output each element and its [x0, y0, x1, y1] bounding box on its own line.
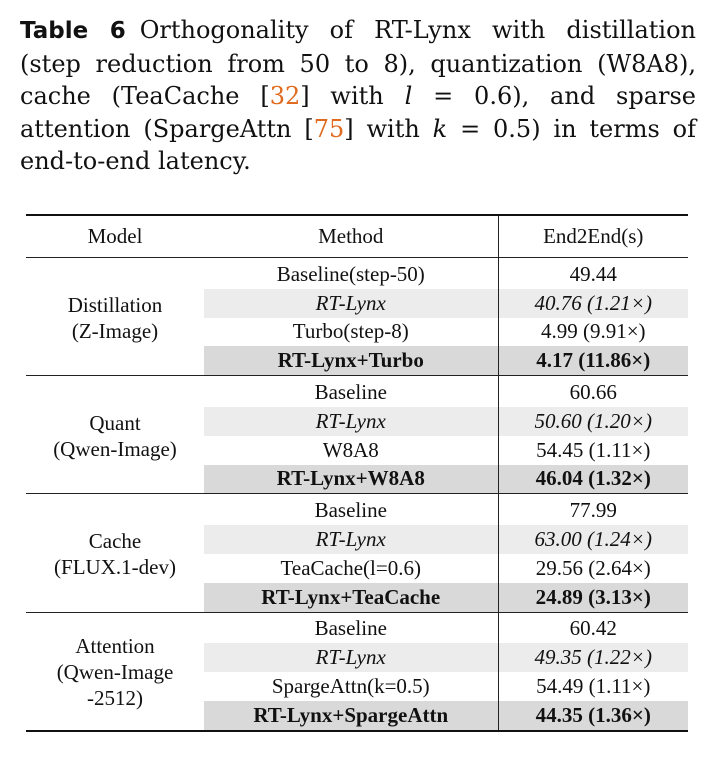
header-end2end: End2End(s): [498, 215, 688, 258]
method-cell: Baseline: [314, 616, 387, 641]
group-distillation: [26, 258, 688, 376]
model-name: Attention: [75, 634, 155, 659]
model-name: Quant: [89, 410, 141, 435]
model-cell: [26, 258, 204, 376]
latency-cell: 50.60 (1.20×): [498, 407, 688, 436]
caption-variable: k: [432, 114, 448, 143]
model-variant: (Qwen-Image: [56, 660, 174, 685]
caption-text: ] with: [344, 114, 433, 143]
method-cell: RT-Lynx: [204, 407, 498, 436]
table-row: [26, 612, 688, 643]
caption-text: = 0.6), and sparse attention (SpargeAttn [: [20, 82, 696, 143]
latency-cell: 60.66: [498, 376, 688, 407]
group-cache: [26, 494, 688, 612]
table-caption: [20, 14, 696, 178]
method-cell: RT-Lynx: [204, 289, 498, 318]
method-cell: RT-Lynx+Turbo: [204, 346, 498, 375]
results-table: [26, 214, 688, 732]
group-quant: [26, 376, 688, 494]
caption-text: = 0.5) in terms of end-to-end latency.: [20, 114, 696, 175]
latency-cell: 40.76 (1.21×): [498, 289, 688, 318]
caption-text: Orthogonality of RT-Lynx with distillation (step reduction from 50 to 8), quantization (W8A8), cache (TeaCache [: [20, 16, 696, 110]
model-variant: (Qwen-Image): [53, 436, 177, 461]
method-cell: Turbo(step-8): [292, 319, 409, 344]
latency-cell: 49.44: [498, 258, 688, 289]
method-cell: Baseline: [314, 498, 387, 523]
model-cell: [26, 612, 204, 731]
method-cell: RT-Lynx+SpargeAttn: [204, 701, 498, 731]
model-variant-suffix: -2512): [87, 686, 143, 711]
method-cell: Baseline(step-50): [276, 261, 425, 286]
header-model: Model: [26, 215, 204, 258]
latency-cell: 24.89 (3.13×): [498, 583, 688, 612]
model-cell: [26, 376, 204, 494]
latency-cell: 63.00 (1.24×): [498, 525, 688, 554]
group-attention: [26, 612, 688, 731]
latency-cell: 44.35 (1.36×): [498, 701, 688, 731]
latency-cell: 4.99 (9.91×): [498, 318, 688, 347]
table-label: Table 6: [20, 18, 126, 44]
citation-link[interactable]: 75: [313, 114, 345, 143]
model-variant: (Z-Image): [71, 318, 159, 343]
latency-cell: 54.45 (1.11×): [498, 436, 688, 465]
method-cell: SpargeAttn(k=0.5): [271, 674, 430, 699]
method-cell: RT-Lynx: [204, 525, 498, 554]
method-cell: RT-Lynx+W8A8: [204, 465, 498, 494]
caption-variable: l: [404, 82, 413, 110]
table-row: [26, 376, 688, 407]
latency-cell: 46.04 (1.32×): [498, 465, 688, 494]
latency-cell: 29.56 (2.64×): [498, 554, 688, 583]
latency-cell: 60.42: [498, 612, 688, 643]
model-variant: (FLUX.1-dev): [54, 554, 176, 579]
caption-text: ] with: [300, 82, 405, 110]
table-header-row: [26, 215, 688, 258]
latency-cell: 54.49 (1.11×): [498, 672, 688, 701]
citation-link[interactable]: 32: [269, 82, 301, 110]
table-row: [26, 494, 688, 525]
model-name: Cache: [88, 528, 142, 553]
latency-cell: 77.99: [498, 494, 688, 525]
method-cell: W8A8: [322, 437, 379, 462]
model-name: Distillation: [67, 292, 163, 317]
model-cell: [26, 494, 204, 612]
method-cell: RT-Lynx: [204, 643, 498, 672]
latency-cell: 49.35 (1.22×): [498, 643, 688, 672]
method-cell: Baseline: [314, 380, 387, 405]
method-cell: RT-Lynx+TeaCache: [204, 583, 498, 612]
latency-cell: 4.17 (11.86×): [498, 346, 688, 375]
table-row: [26, 258, 688, 289]
method-cell: TeaCache(l=0.6): [280, 555, 421, 580]
header-method: Method: [204, 215, 498, 258]
